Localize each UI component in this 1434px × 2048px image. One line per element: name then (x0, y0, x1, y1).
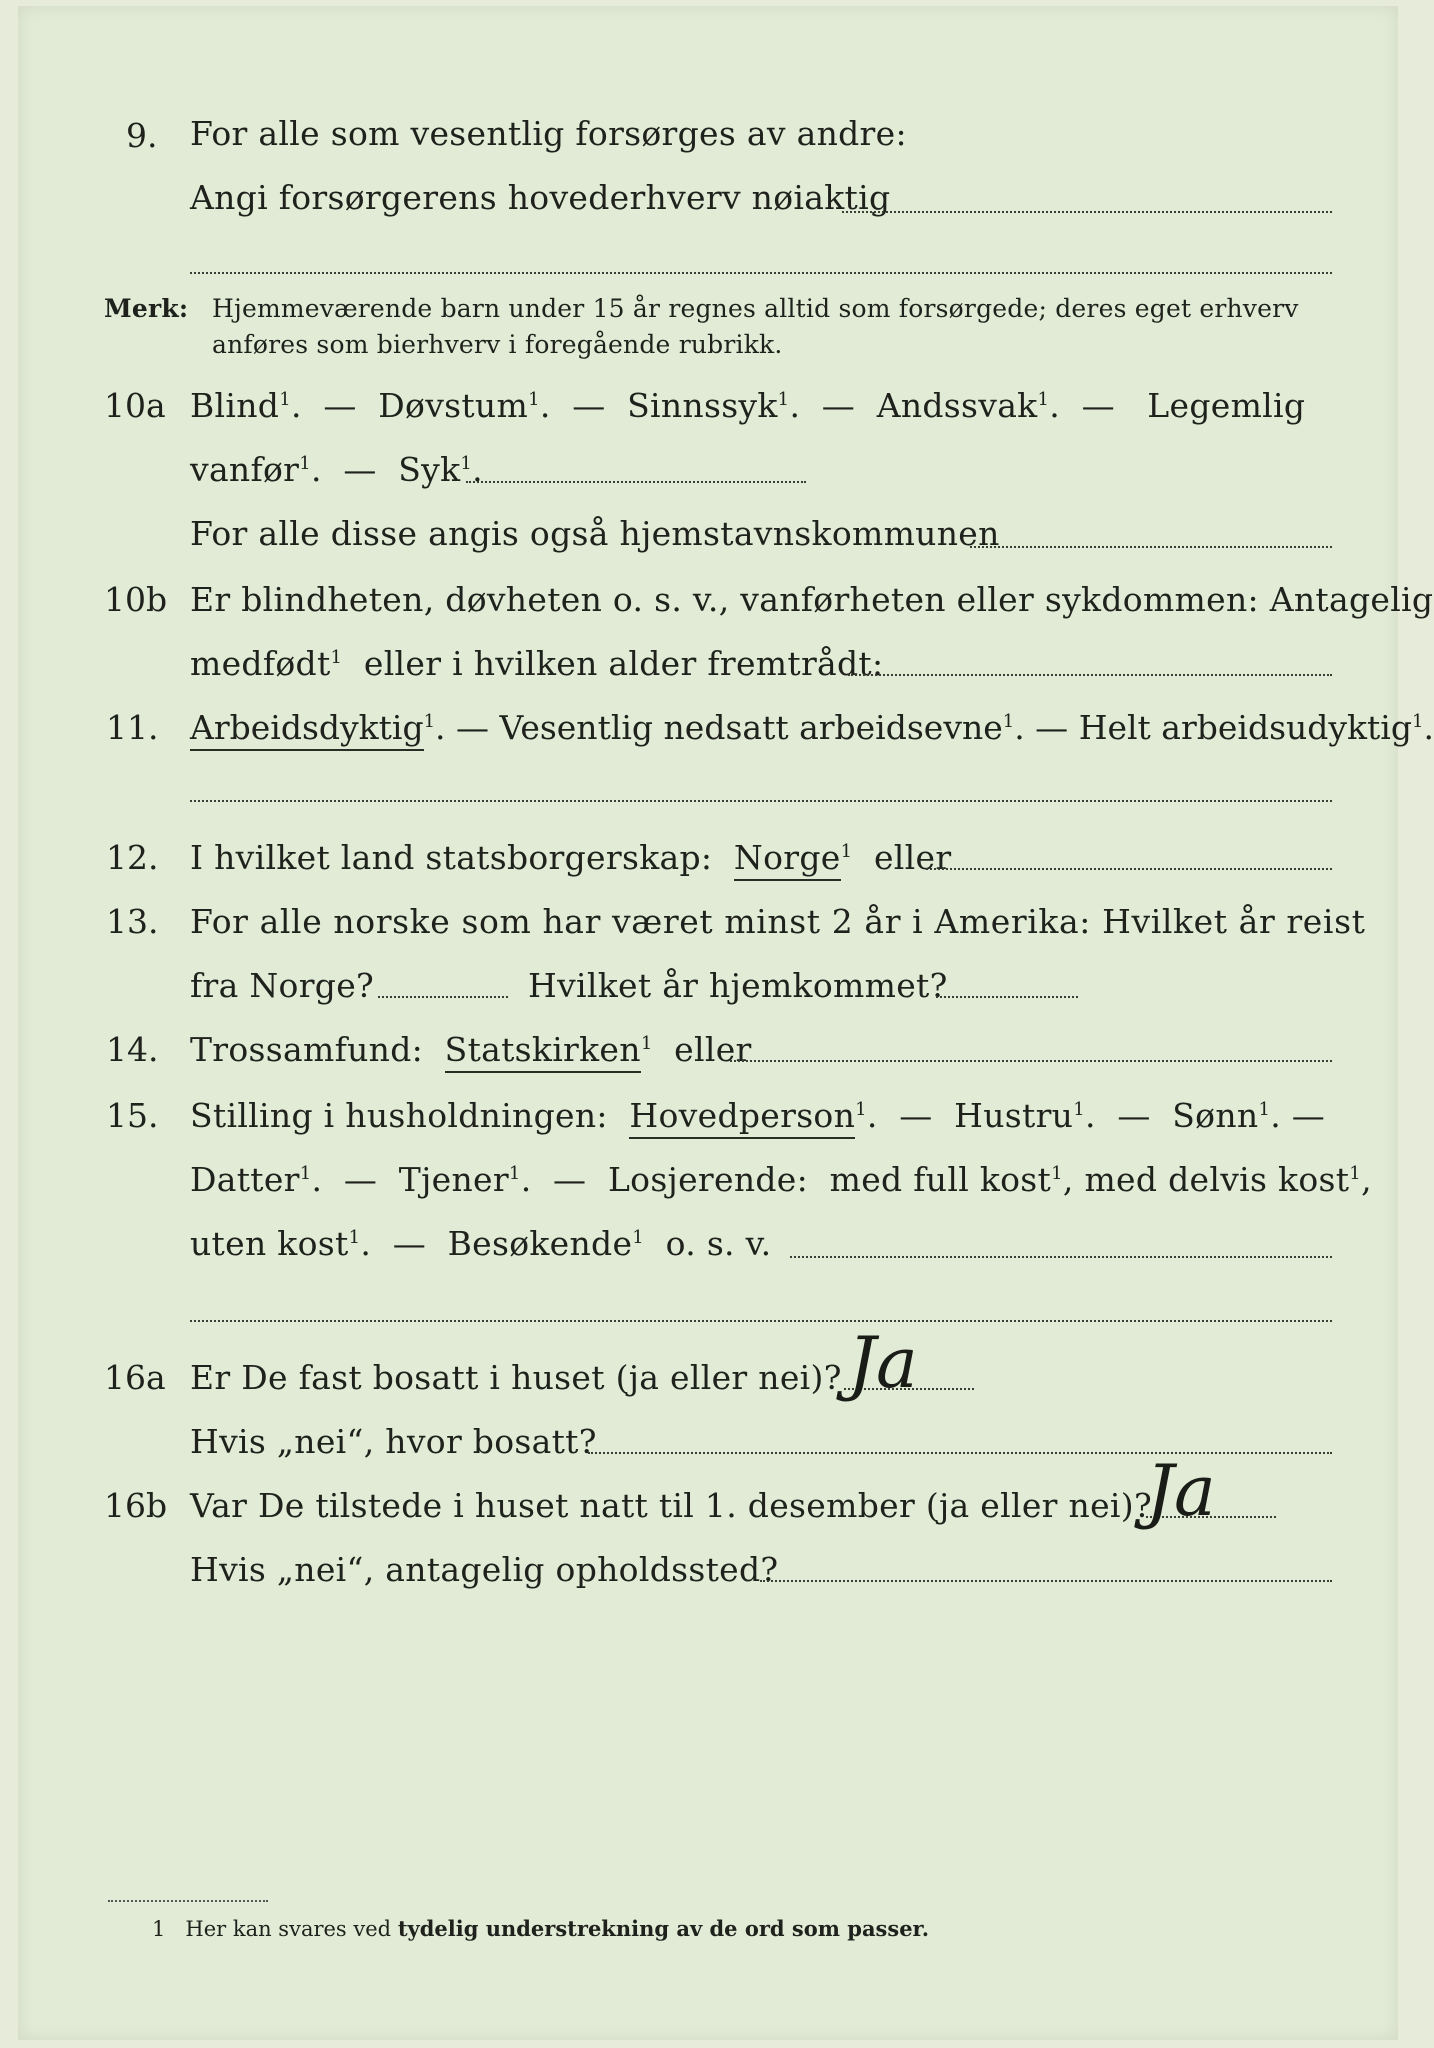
q13-year-left-field[interactable] (378, 996, 508, 998)
q12-line: I hvilket land statsborgerskap: Norge$^1$ eller (190, 838, 951, 877)
q15-tjener[interactable]: Tjener (398, 1160, 509, 1199)
q13-line1: For alle norske som har været minst 2 år i Amerika: Hvilket år reist (190, 902, 1366, 941)
merk-label: Merk: (104, 294, 189, 323)
q10a-kommune-field[interactable] (970, 546, 1332, 548)
q13-year-returned-field[interactable] (936, 996, 1078, 998)
q15-sonn[interactable]: Sønn (1172, 1096, 1259, 1135)
q15-full[interactable]: med full kost (829, 1160, 1052, 1199)
q10a-legemlig[interactable]: Legemlig (1147, 386, 1306, 425)
q14-eller: eller (674, 1030, 752, 1069)
q10b-answer-field[interactable] (848, 674, 1332, 676)
q10a-answer-field[interactable] (466, 481, 806, 483)
q11-answer-field[interactable] (190, 800, 1332, 802)
merk-line2: anføres som bierhverv i foregående rubrikk. (212, 330, 783, 359)
q10a-dovstum[interactable]: Døvstum (378, 386, 529, 425)
q10a-number: 10a (104, 386, 166, 425)
q10a-line2: vanfør$^1$. — Syk$^1$. (190, 450, 483, 489)
q14-line: Trossamfund: Statskirken$^1$ eller (190, 1030, 752, 1069)
q15-line2: Datter$^1$. — Tjener$^1$. — Losjerende: med full kost$^1$, med delvis kost$^1$, (190, 1160, 1372, 1199)
q14-statskirken[interactable]: Statskirken (445, 1030, 641, 1073)
census-form-page (18, 6, 1434, 2040)
footnote-mark: 1 (152, 1917, 166, 1941)
q15-datter[interactable]: Datter (190, 1160, 300, 1199)
q10a-syk[interactable]: Syk (398, 450, 461, 489)
q9-number: 9. (126, 116, 158, 155)
q10b-line1: Er blindheten, døvheten o. s. v., vanførheten eller sykdommen: Antagelig (190, 580, 1434, 619)
q13-fra: fra Norge? (190, 966, 375, 1005)
footnote-lead: Her kan svares ved (185, 1917, 392, 1941)
q15-osv: o. s. v. (665, 1224, 772, 1263)
q12-eller: eller (873, 838, 952, 877)
q12-answer-field[interactable] (926, 868, 1332, 870)
q12-number: 12. (106, 838, 159, 877)
q16b-opholdssted-field[interactable] (760, 1580, 1332, 1582)
q15-line1: Stilling i husholdningen: Hovedperson$^1$. — Hustru$^1$. — Sønn$^1$. — (190, 1096, 1325, 1135)
q11-udyktig[interactable]: Helt arbeidsudyktig (1078, 708, 1412, 747)
q9-answer-field-2[interactable] (190, 272, 1332, 274)
q10a-vanfor[interactable]: vanfør (190, 450, 300, 489)
q15-delvis[interactable]: med delvis kost (1084, 1160, 1350, 1199)
q11-arbeidsdyktig[interactable]: Arbeidsdyktig (190, 708, 424, 751)
q16b-line2: Hvis „nei“, antagelig opholdssted? (190, 1550, 779, 1589)
q11-number: 11. (106, 708, 159, 747)
q10a-sinnssyk[interactable]: Sinnssyk (627, 386, 778, 425)
q16a-handwritten-answer: Ja (848, 1322, 918, 1404)
q9-answer-field[interactable] (842, 211, 1332, 213)
q15-uten[interactable]: uten kost (190, 1224, 349, 1263)
q15-hovedperson[interactable]: Hovedperson (629, 1096, 855, 1139)
q10b-rest: eller i hvilken alder fremtrådt: (363, 644, 884, 683)
q9-line1: For alle som vesentlig forsørges av andre: (190, 114, 907, 153)
q9-line2: Angi forsørgerens hovederhverv nøiaktig (190, 178, 891, 217)
q15-hustru[interactable]: Hustru (954, 1096, 1074, 1135)
q14-number: 14. (106, 1030, 159, 1069)
q13-hjem: Hvilket år hjemkommet? (528, 966, 948, 1005)
q16b-number: 16b (104, 1486, 168, 1525)
q15-losjerende: Losjerende: (607, 1160, 809, 1199)
q16a-line1: Er De fast bosatt i huset (ja eller nei)? (190, 1358, 842, 1397)
footnote (152, 1916, 929, 1941)
q15-line3: uten kost$^1$. — Besøkende$^1$ o. s. v. (190, 1224, 772, 1263)
q10a-blind[interactable]: Blind (190, 386, 280, 425)
q14-text: Trossamfund: (190, 1030, 424, 1069)
q10b-medfodt[interactable]: medfødt (190, 644, 331, 683)
q16b-line1: Var De tilstede i huset natt til 1. desember (ja eller nei)? (190, 1486, 1152, 1525)
q10a-line3: For alle disse angis også hjemstavnskommunen (190, 514, 1000, 553)
q12-norge[interactable]: Norge (734, 838, 841, 881)
q10a-line1: Blind$^1$. — Døvstum$^1$. — Sinnssyk$^1$. — Andssvak$^1$. — Legemlig (190, 386, 1306, 425)
q11-line: Arbeidsdyktig$^1$. — Vesentlig nedsatt arbeidsevne$^1$. — Helt arbeidsudyktig$^1$. (190, 708, 1434, 747)
q10b-number: 10b (104, 580, 168, 619)
footnote-rule (108, 1900, 268, 1902)
q14-answer-field[interactable] (730, 1060, 1332, 1062)
q10b-line2: medfødt$^1$ eller i hvilken alder fremtrådt: (190, 644, 884, 683)
merk-line1: Hjemmeværende barn under 15 år regnes alltid som forsørgede; deres eget erhverv (212, 294, 1299, 323)
q15-text: Stilling i husholdningen: (190, 1096, 608, 1135)
q13-number: 13. (106, 902, 159, 941)
q15-besokende[interactable]: Besøkende (447, 1224, 633, 1263)
q16a-bosatt-field[interactable] (588, 1452, 1332, 1454)
q15-answer-field[interactable] (790, 1256, 1332, 1258)
q15-answer-field-2[interactable] (190, 1320, 1332, 1322)
q10a-andssvak[interactable]: Andssvak (876, 386, 1038, 425)
q15-number: 15. (106, 1096, 159, 1135)
q16a-line2: Hvis „nei“, hvor bosatt? (190, 1422, 597, 1461)
q11-nedsatt[interactable]: Vesentlig nedsatt arbeidsevne (499, 708, 1003, 747)
footnote-bold: tydelig understrekning av de ord som passer. (397, 1916, 930, 1941)
q16b-handwritten-answer: Ja (1146, 1450, 1216, 1532)
q12-text: I hvilket land statsborgerskap: (190, 838, 713, 877)
q16a-number: 16a (104, 1358, 166, 1397)
